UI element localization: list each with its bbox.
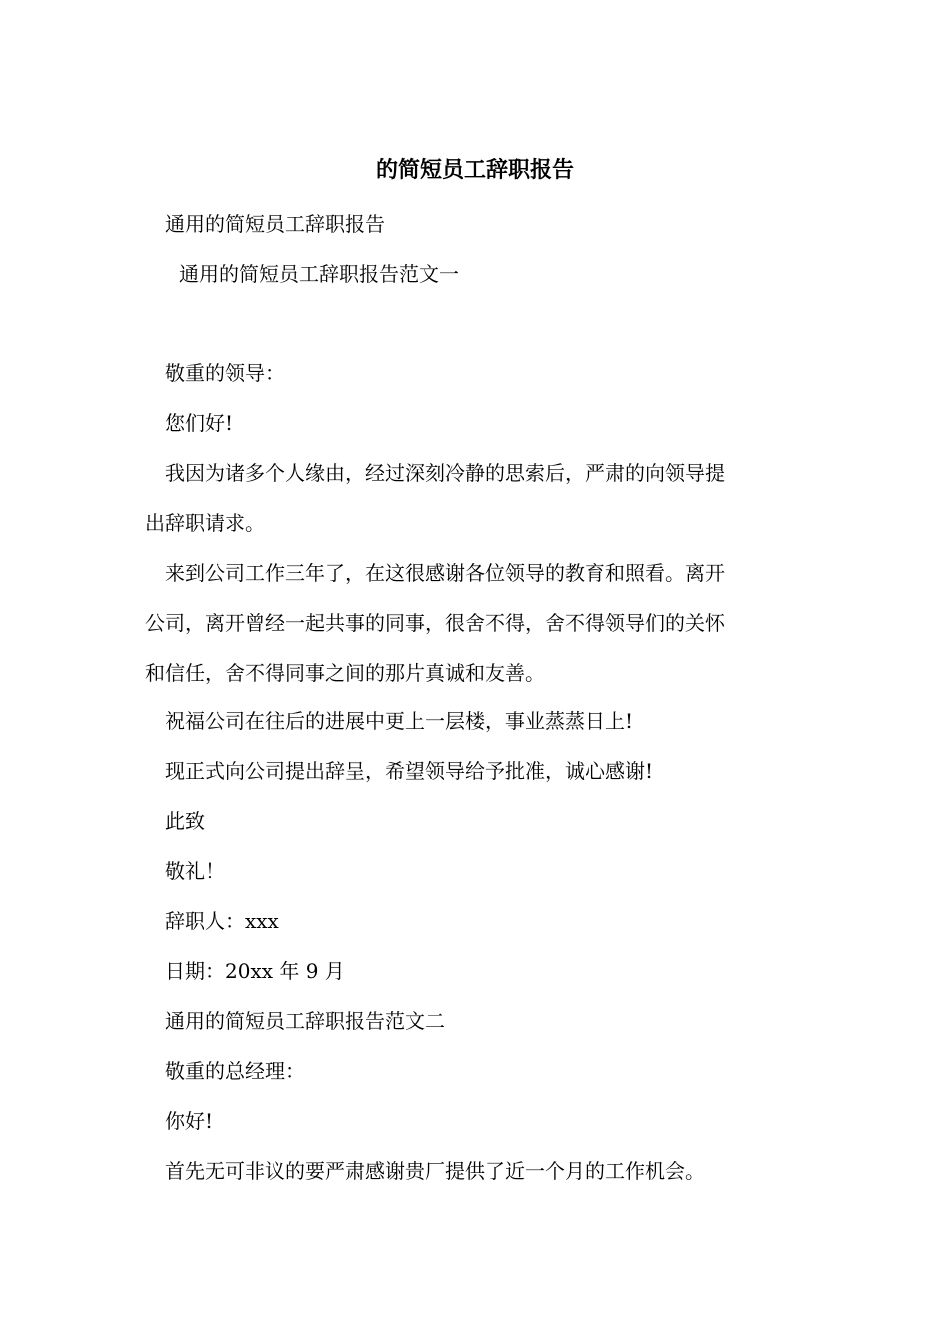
section-heading-1: 通用的简短员工辞职报告范文一 xyxy=(179,262,459,286)
paragraph-line: 和信任，舍不得同事之间的那片真诚和友善。 xyxy=(145,661,545,685)
paragraph-line: 公司，离开曾经一起共事的同事，很舍不得，舍不得领导们的关怀 xyxy=(145,611,725,635)
closing-line: 此致 xyxy=(165,809,205,833)
greeting: 你好! xyxy=(165,1109,214,1133)
paragraph-line: 我因为诸多个人缘由，经过深刻冷静的思索后，严肃的向领导提 xyxy=(165,461,725,485)
signature-line: 辞职人：xxx xyxy=(165,909,279,933)
salutation: 敬重的领导： xyxy=(165,361,285,385)
document-title: 的简短员工辞职报告 xyxy=(375,157,574,183)
closing-line: 敬礼！ xyxy=(165,859,225,883)
greeting: 您们好! xyxy=(165,411,234,435)
section-heading-2: 通用的简短员工辞职报告范文二 xyxy=(165,1009,445,1033)
date-line: 日期：20xx 年 9 月 xyxy=(165,959,345,983)
paragraph-line: 现正式向公司提出辞呈，希望领导给予批准，诚心感谢! xyxy=(165,759,654,783)
salutation: 敬重的总经理： xyxy=(165,1059,305,1083)
paragraph-line: 出辞职请求。 xyxy=(145,511,265,535)
paragraph-line: 来到公司工作三年了，在这很感谢各位领导的教育和照看。离开 xyxy=(165,561,725,585)
paragraph-line: 首先无可非议的要严肃感谢贵厂提供了近一个月的工作机会。 xyxy=(165,1159,705,1183)
subtitle: 通用的简短员工辞职报告 xyxy=(165,212,385,236)
paragraph-line: 祝福公司在往后的进展中更上一层楼，事业蒸蒸日上! xyxy=(165,709,634,733)
